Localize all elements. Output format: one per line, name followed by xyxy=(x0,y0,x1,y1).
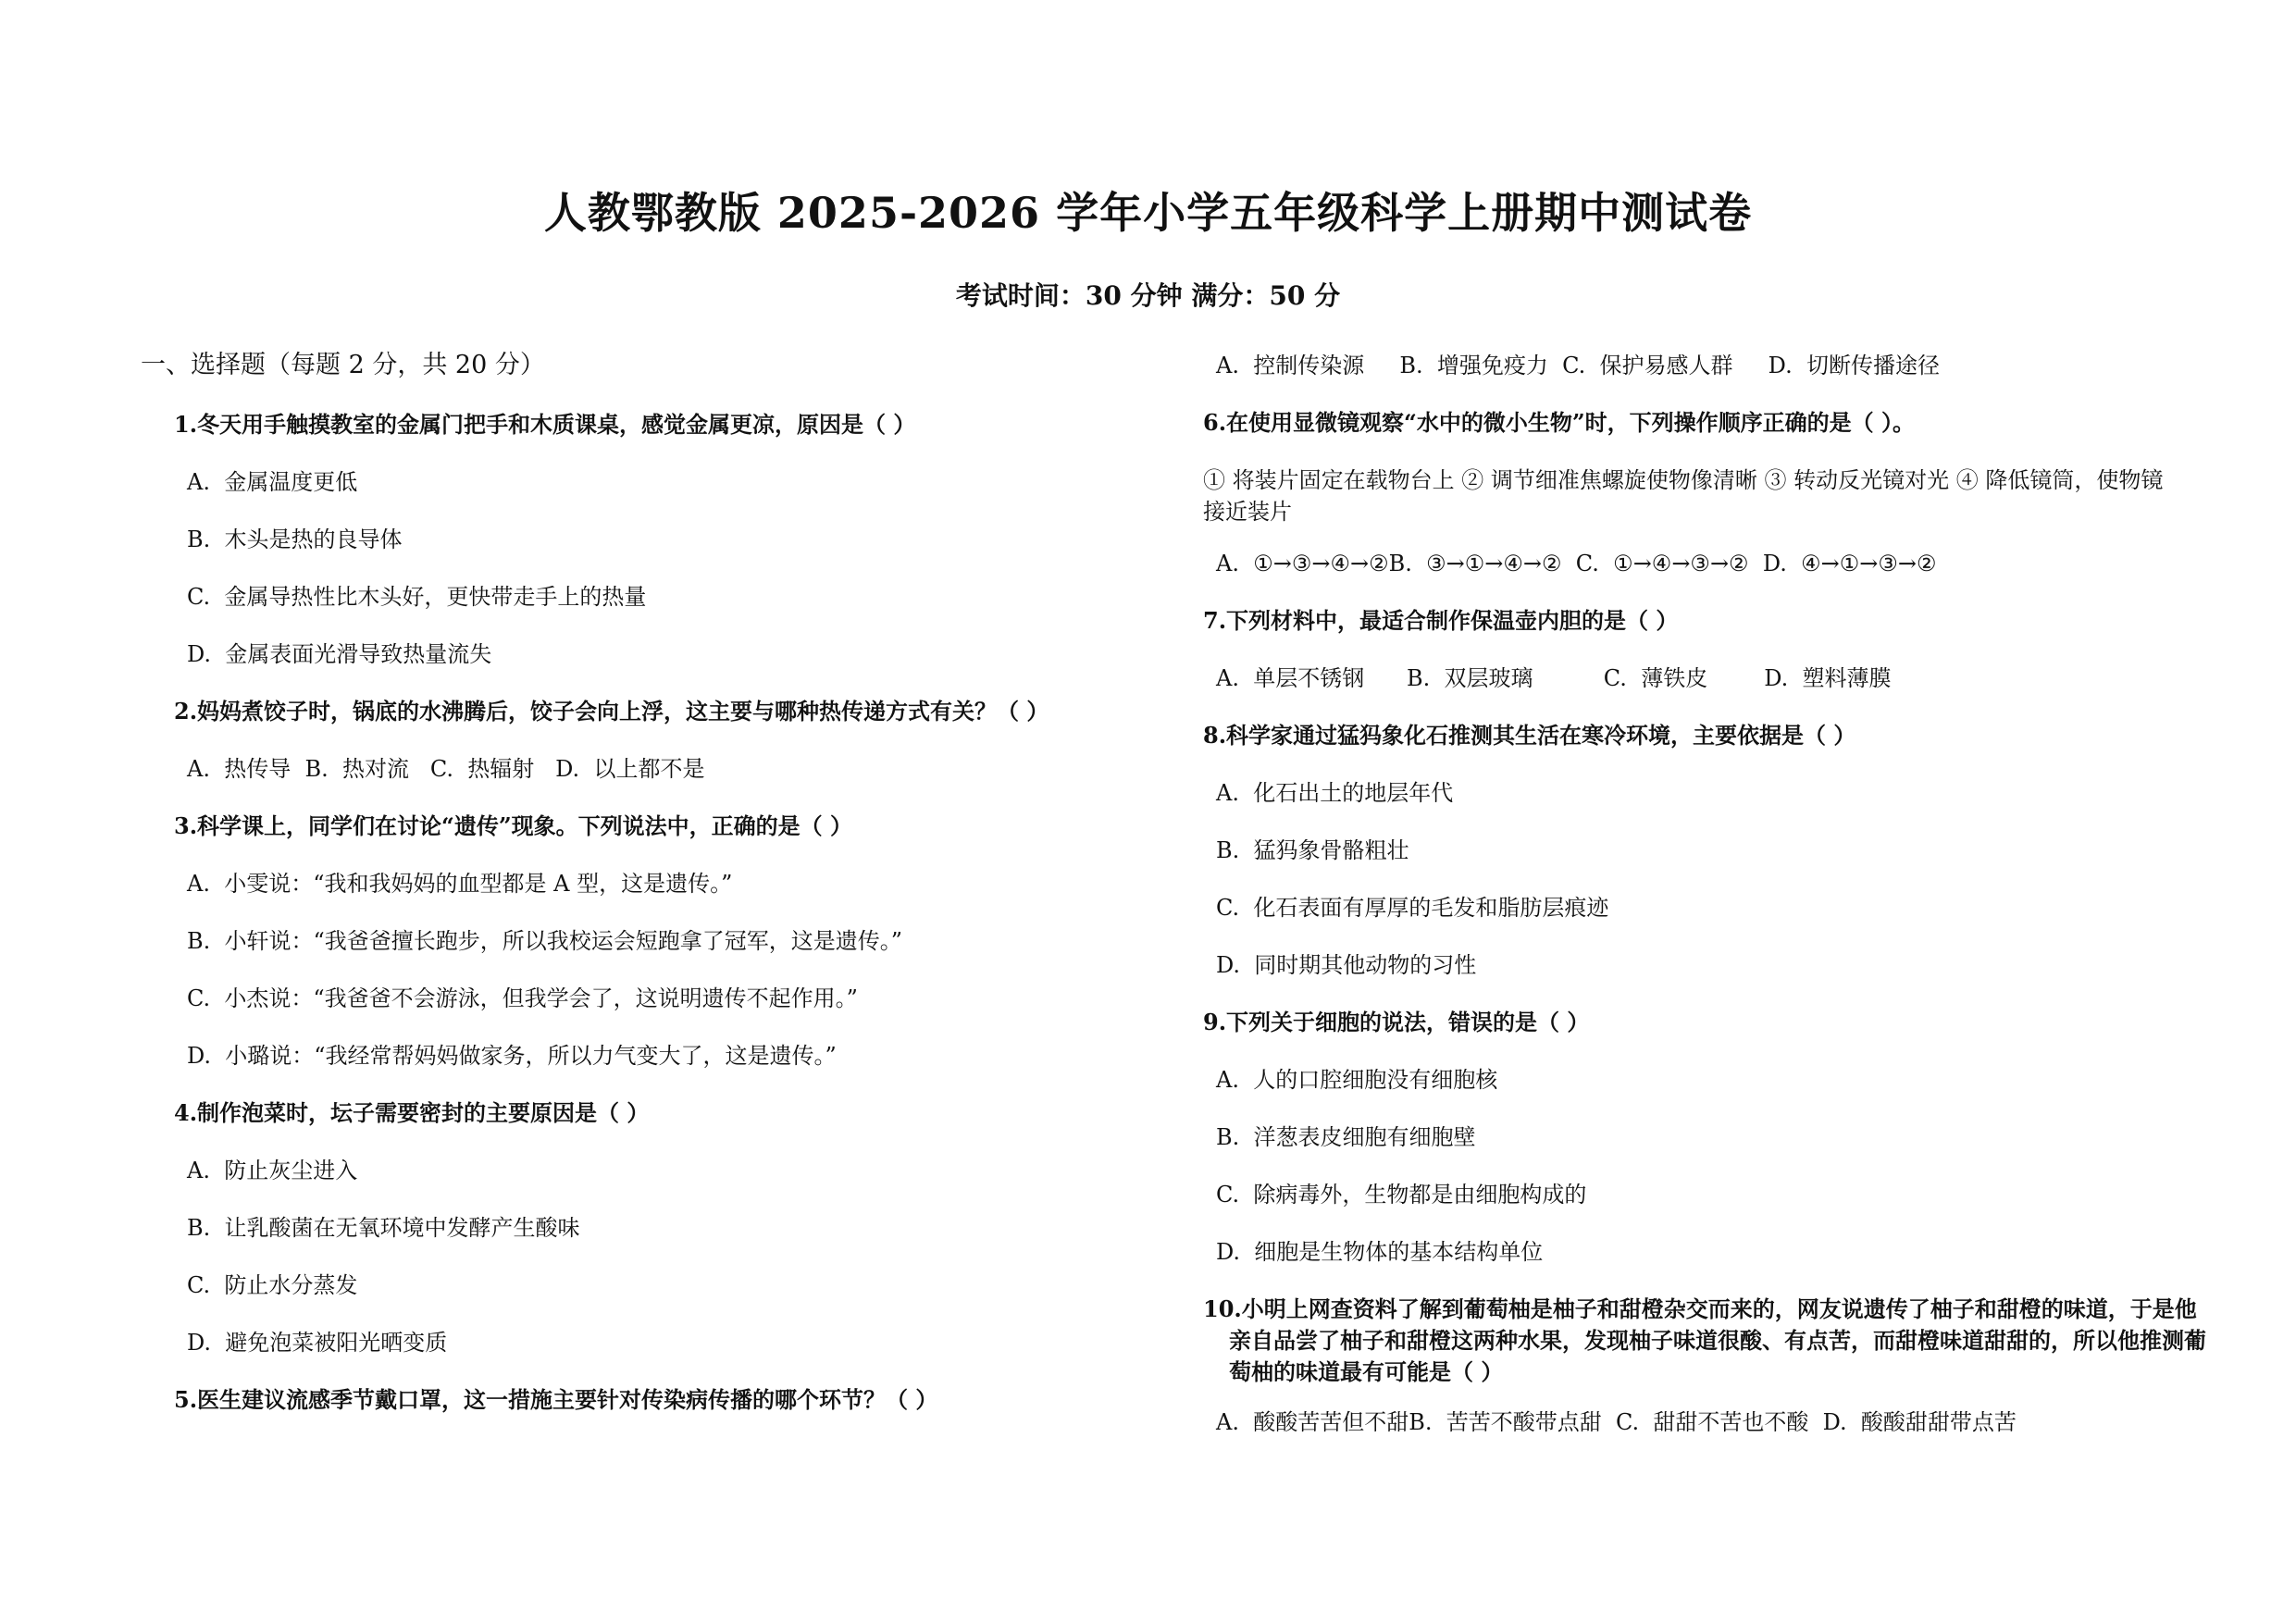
q1-option-c: C. 金属导热性比木头好，更快带走手上的热量 xyxy=(187,584,647,610)
q8-option-d: D. 同时期其他动物的习性 xyxy=(1216,952,1477,978)
q4-option-a: A. 防止灰尘进入 xyxy=(187,1158,358,1183)
q3-option-a: A. 小雯说：“我和我妈妈的血型都是 A 型，这是遗传。” xyxy=(187,871,733,897)
q3-option-c: C. 小杰说：“我爸爸不会游泳，但我学会了，这说明遗传不起作用。” xyxy=(187,985,858,1011)
section-heading: 一、选择题（每题 2 分，共 20 分） xyxy=(141,351,545,379)
q4-option-d: D. 避免泡菜被阳光晒变质 xyxy=(187,1330,448,1356)
exam-subtitle: 考试时间：30 分钟 满分：50 分 xyxy=(955,280,1341,311)
q8-option-a: A. 化石出土的地层年代 xyxy=(1216,780,1454,806)
exam-title: 人教鄂教版 2025-2026 学年小学五年级科学上册期中测试卷 xyxy=(543,188,1753,238)
q9-option-d: D. 细胞是生物体的基本结构单位 xyxy=(1216,1239,1544,1265)
question-6: 6.在使用显微镜观察“水中的微小生物”时，下列操作顺序正确的是（ ）。 xyxy=(1203,409,1916,436)
question-7: 7.下列材料中，最适合制作保温壶内胆的是（ ） xyxy=(1203,607,1679,634)
question-5: 5.医生建议流感季节戴口罩，这一措施主要针对传染病传播的哪个环节？（ ） xyxy=(174,1386,938,1413)
q5-options: A. 控制传染源 B. 增强免疫力 C. 保护易感人群 D. 切断传播途径 xyxy=(1216,353,1940,378)
q4-option-c: C. 防止水分蒸发 xyxy=(187,1272,358,1298)
q8-option-c: C. 化石表面有厚厚的毛发和脂肪层痕迹 xyxy=(1216,895,1609,921)
q3-option-b: B. 小轩说：“我爸爸擅长跑步，所以我校运会短跑拿了冠军，这是遗传。” xyxy=(187,928,903,954)
q6-steps: ① 将装片固定在载物台上 ② 调节细准焦螺旋使物像清晰 ③ 转动反光镜对光 ④ 降低镜筒，使物镜接近装片 xyxy=(1203,467,2164,525)
question-9: 9.下列关于细胞的说法，错误的是（ ） xyxy=(1203,1009,1590,1035)
q1-option-b: B. 木头是热的良导体 xyxy=(187,527,403,552)
question-10: 10.小明上网查资料了解到葡萄柚是柚子和甜橙杂交而来的，网友说遗传了柚子和甜橙的味道，于是他亲自品尝了柚子和甜橙这两种水果，发现柚子味道很酸、有点苦，而甜橙味道甜甜的，所以他推测葡萄柚的味道最有可能是（ ） xyxy=(1203,1295,2206,1385)
q2-options: A. 热传导 B. 热对流 C. 热辐射 D. 以上都不是 xyxy=(187,756,705,782)
question-2: 2.妈妈煮饺子时，锅底的水沸腾后，饺子会向上浮，这主要与哪种热传递方式有关？（ ） xyxy=(174,698,1049,725)
q1-option-a: A. 金属温度更低 xyxy=(187,469,358,495)
question-8: 8.科学家通过猛犸象化石推测其生活在寒冷环境，主要依据是（ ） xyxy=(1203,722,1856,749)
q9-option-b: B. 洋葱表皮细胞有细胞壁 xyxy=(1216,1124,1476,1150)
q6-options: A. ①→③→④→②B. ③→①→④→② C. ①→④→③→② D. ④→①→③→② xyxy=(1216,551,1937,576)
question-3: 3.科学课上，同学们在讨论“遗传”现象。下列说法中，正确的是（ ） xyxy=(174,812,853,839)
q9-option-a: A. 人的口腔细胞没有细胞核 xyxy=(1216,1067,1498,1093)
q9-option-c: C. 除病毒外，生物都是由细胞构成的 xyxy=(1216,1182,1587,1208)
q4-option-b: B. 让乳酸菌在无氧环境中发酵产生酸味 xyxy=(187,1215,580,1241)
q3-option-d: D. 小璐说：“我经常帮妈妈做家务，所以力气变大了，这是遗传。” xyxy=(187,1043,837,1069)
q7-options: A. 单层不锈钢 B. 双层玻璃 C. 薄铁皮 D. 塑料薄膜 xyxy=(1216,665,1892,691)
q1-option-d: D. 金属表面光滑导致热量流失 xyxy=(187,641,492,667)
question-4: 4.制作泡菜时，坛子需要密封的主要原因是（ ） xyxy=(174,1099,650,1126)
question-1: 1.冬天用手触摸教室的金属门把手和木质课桌，感觉金属更凉，原因是（ ） xyxy=(174,411,916,438)
q8-option-b: B. 猛犸象骨骼粗壮 xyxy=(1216,837,1409,863)
q10-options: A. 酸酸苦苦但不甜B. 苦苦不酸带点甜 C. 甜甜不苦也不酸 D. 酸酸甜甜带点苦 xyxy=(1216,1409,2017,1435)
